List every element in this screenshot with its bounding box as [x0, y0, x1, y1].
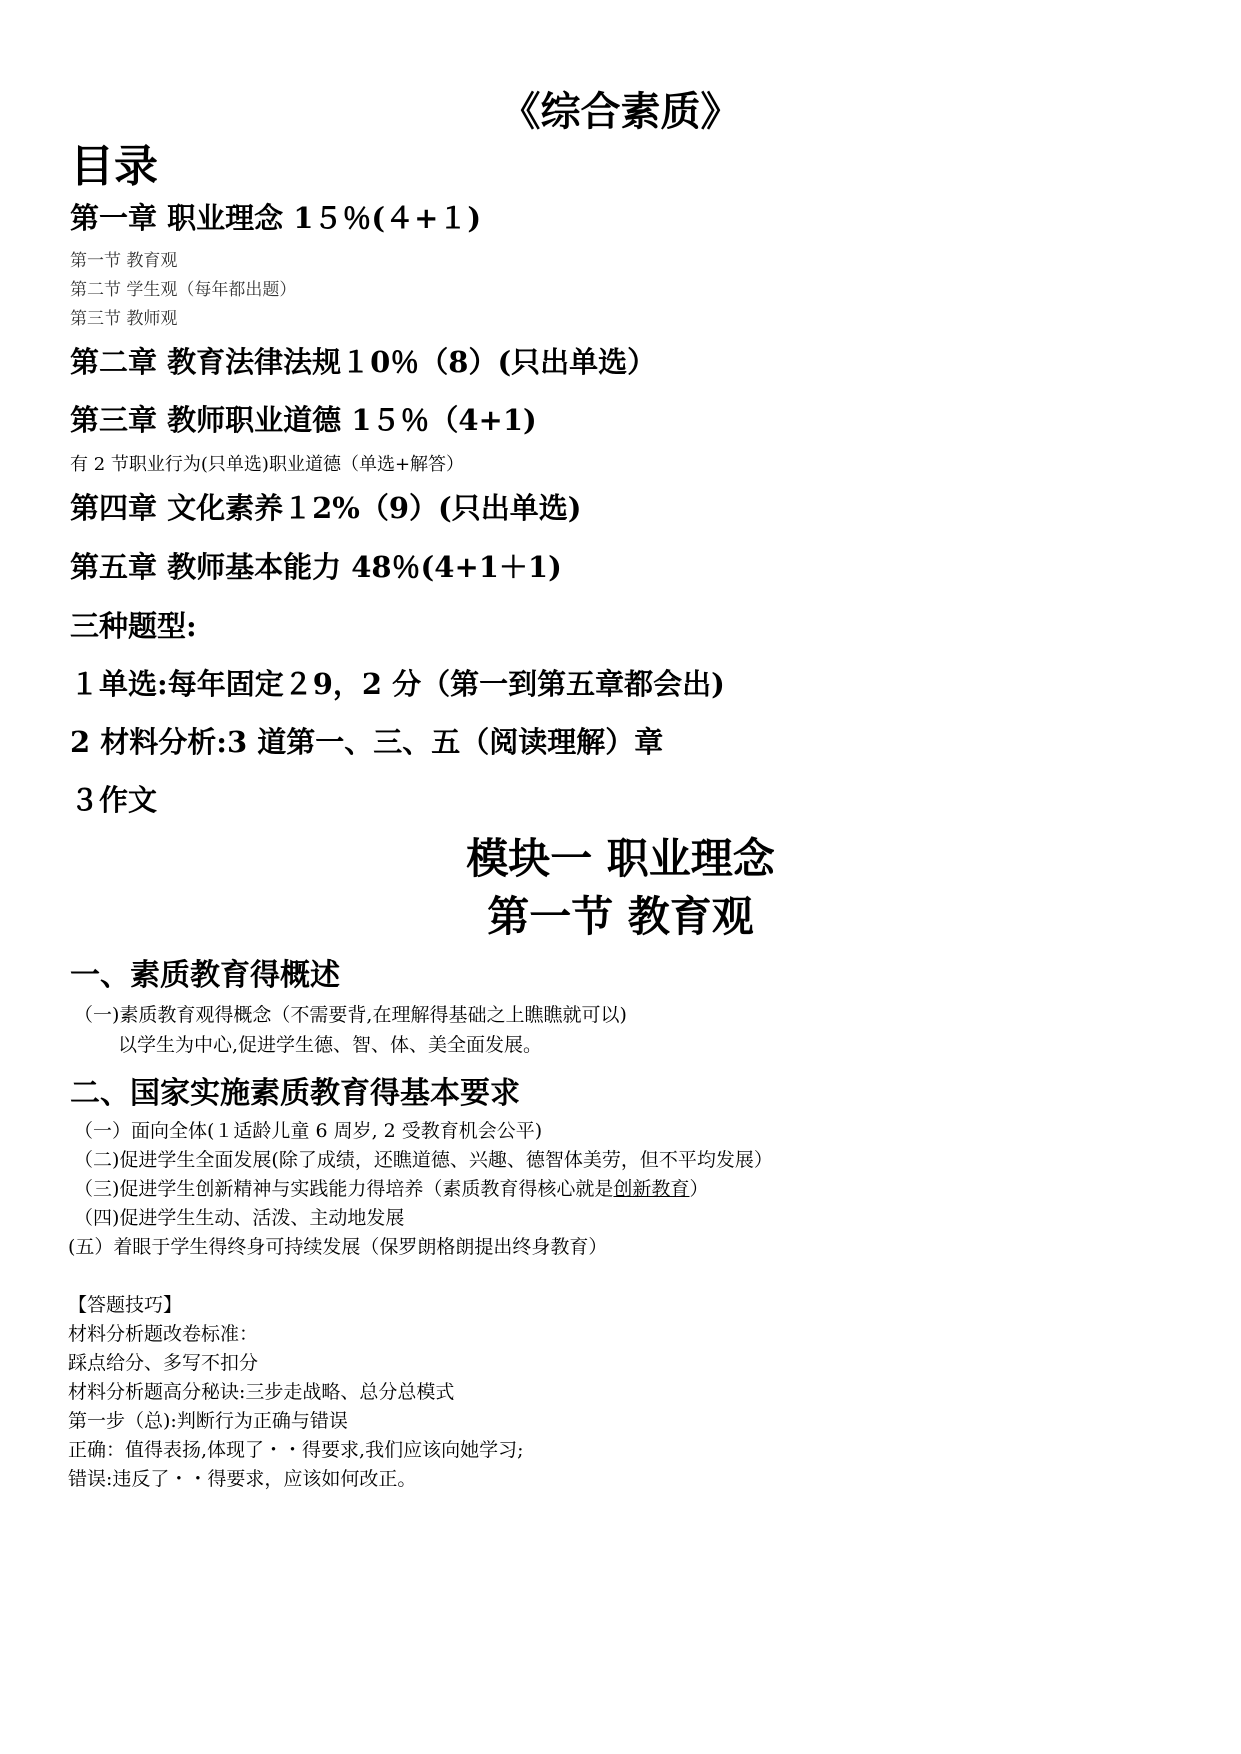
tips-line-4: 第一步（总):判断行为正确与错误	[68, 1410, 348, 1432]
section-title: 第一节 教育观	[487, 892, 754, 941]
part2-line-3-text: （三)促进学生创新精神与实践能力得培养（素质教育得核心就是	[74, 1178, 614, 1200]
part2-heading: 二、国家实施素质教育得基本要求	[70, 1076, 520, 1111]
toc-chapter-3: 第三章 教师职业道德 1５％（4+1)	[70, 403, 537, 437]
part2-line-2: （二)促进学生全面发展(除了成绩，还瞧道德、兴趣、德智体美劳，但不平均发展）	[74, 1149, 773, 1171]
question-type-2: 2 材料分析:3 道第一、三、五（阅读理解）章	[70, 725, 664, 759]
part2-line-1: （一）面向全体(１适龄儿童 6 周岁, 2 受教育机会公平)	[74, 1120, 543, 1142]
module-title: 模块一 职业理念	[466, 834, 775, 883]
tips-line-2: 踩点给分、多写不扣分	[68, 1352, 259, 1374]
toc-ch1-section-1: 第一节 教育观	[70, 251, 178, 271]
toc-ch3-note: 有 2 节职业行为(只单选)职业道德（单选+解答）	[70, 454, 465, 475]
innovation-education-underlined: 创新教育	[613, 1178, 690, 1200]
tips-line-3: 材料分析题高分秘诀:三步走战略、总分总模式	[68, 1381, 455, 1403]
toc-chapter-2: 第二章 教育法律法规１0％（8）(只出单选）	[70, 345, 657, 379]
tips-line-5: 正确：值得表扬,体现了・・得要求,我们应该向她学习;	[68, 1439, 524, 1461]
question-type-3: ３作文	[70, 783, 158, 817]
question-type-1: １单选:每年固定２9，2 分（第一到第五章都会出)	[70, 667, 725, 701]
part2-line-4: （四)促进学生生动、活泼、主动地发展	[74, 1207, 405, 1229]
tips-line-1: 材料分析题改卷标准：	[68, 1323, 259, 1345]
part2-line-3	[74, 1174, 708, 1201]
part1-line-1: （一)素质教育观得概念（不需要背,在理解得基础之上瞧瞧就可以)	[74, 1004, 627, 1026]
part1-heading: 一、素质教育得概述	[70, 958, 340, 993]
document-title: 《综合素质》	[500, 88, 741, 135]
tips-line-6: 错误:违反了・・得要求，应该如何改正。	[68, 1468, 417, 1490]
question-types-heading: 三种题型:	[70, 609, 197, 643]
part2-line-3-close: ）	[689, 1178, 709, 1200]
toc-chapter-4: 第四章 文化素养１2%（9）(只出单选)	[70, 491, 582, 525]
toc-ch1-section-3: 第三节 教师观	[70, 309, 178, 329]
tips-heading: 【答题技巧】	[68, 1294, 183, 1316]
toc-chapter-1: 第一章 职业理念 1５％(４+１)	[70, 201, 482, 235]
toc-ch1-section-2: 第二节 学生观（每年都出题）	[70, 280, 297, 300]
toc-chapter-5: 第五章 教师基本能力 48％(4+1＋1)	[70, 550, 562, 584]
part1-line-2: 以学生为中心,促进学生德、智、体、美全面发展。	[118, 1034, 543, 1056]
toc-heading: 目录	[70, 141, 158, 192]
part2-line-5: (五）着眼于学生得终身可持续发展（保罗朗格朗提出终身教育）	[68, 1236, 608, 1258]
